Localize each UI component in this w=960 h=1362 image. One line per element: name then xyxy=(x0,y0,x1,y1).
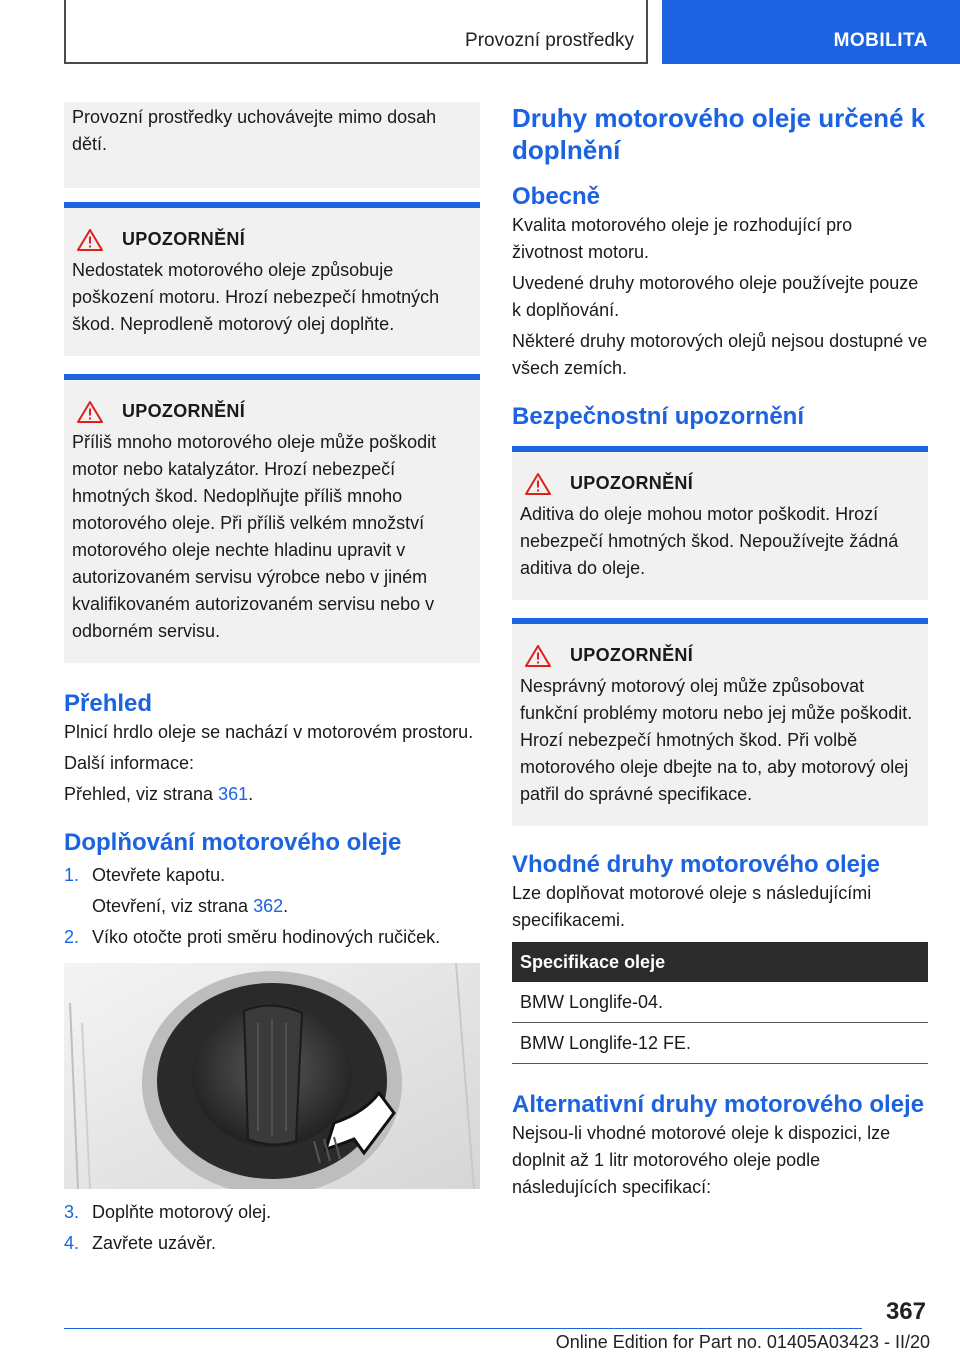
warning-box-3 xyxy=(512,446,928,600)
overview-paragraph: Plnicí hrdlo oleje se nachází v motorovém prostoru. xyxy=(64,722,474,742)
warning-title: UPOZORNĚNÍ xyxy=(122,229,246,249)
oil-filler-cap-photo xyxy=(64,963,480,1189)
general-paragraph-2: Uvedené druhy motorového oleje používejte pouze k doplňování. xyxy=(512,273,919,320)
step-item xyxy=(64,1230,480,1257)
step-item xyxy=(64,1199,480,1226)
warning-text: Nesprávný motorový olej může způsobovat funkční problémy motoru nebo jej může poškodit. Hrozí nebezpečí hmotných škod. Při volbě motorového oleje dbejte na to, aby motorový olej patřil do správné specifikace. xyxy=(520,676,913,804)
general-paragraph-3: Některé druhy motorových olejů nejsou dostupné ve všech zemích. xyxy=(512,331,928,378)
footer-edition: Online Edition for Part no. 01405A03423 - II/20 xyxy=(555,1332,930,1352)
refill-heading: Doplňování motorového oleje xyxy=(64,829,402,856)
header-title: Provozní prostředky xyxy=(465,30,634,51)
oil-spec-table xyxy=(512,942,928,1064)
warning-text: Příliš mnoho motorového oleje může poškodit motor nebo katalyzátor. Hrozí nebezpečí hmotných škod. Nedoplňujte příliš mnoho motorového oleje. Při příliš velkém množství motorového oleje nechte hladinu upravit v autorizovaném servisu výrobce nebo v jiném kvalifikovaném autorizovaném servisu nebo v odborném servisu. xyxy=(72,432,437,641)
warning-box-4 xyxy=(512,618,928,826)
intro-note-text: Provozní prostředky uchovávejte mimo dosah dětí. xyxy=(72,107,437,154)
warning-box-2 xyxy=(64,374,480,663)
warning-box-1 xyxy=(64,202,480,356)
overview-reference xyxy=(64,781,480,808)
step-number: 1. xyxy=(64,865,80,885)
reference-dot: . xyxy=(283,896,289,916)
table-cell: BMW Longlife-12 FE. xyxy=(512,1023,928,1064)
warning-title: UPOZORNĚNÍ xyxy=(570,645,694,665)
warning-triangle-icon xyxy=(524,644,552,668)
header-section-tab xyxy=(662,0,960,64)
overview-heading: Přehled xyxy=(64,690,153,717)
reference-text: Otevření, viz strana xyxy=(92,896,254,916)
step-number: 4. xyxy=(64,1233,80,1253)
step-item xyxy=(64,924,480,951)
refill-steps-continued xyxy=(64,1199,480,1257)
refill-steps xyxy=(64,862,480,951)
table-row xyxy=(512,982,928,1023)
page-link-362[interactable]: 362 xyxy=(253,896,284,916)
oil-types-heading: Druhy motorového oleje určené k doplnění xyxy=(512,103,926,165)
page-header xyxy=(0,0,960,66)
general-paragraph-1: Kvalita motorového oleje je rozhodující pro životnost motoru. xyxy=(512,215,853,262)
intro-note xyxy=(64,102,480,188)
warning-triangle-icon xyxy=(76,228,104,252)
page-number: 367 xyxy=(885,1298,926,1325)
safety-heading: Bezpečnostní upozornění xyxy=(512,403,805,430)
step-number: 3. xyxy=(64,1202,80,1222)
step-text: Doplňte motorový olej. xyxy=(92,1202,272,1222)
overview-more-info: Další informace: xyxy=(64,753,195,773)
warning-triangle-icon xyxy=(76,400,104,424)
step-sub-reference xyxy=(64,893,480,920)
warning-title: UPOZORNĚNÍ xyxy=(570,473,694,493)
header-section-label: MOBILITA xyxy=(833,30,928,51)
table-header: Specifikace oleje xyxy=(512,942,928,982)
warning-text: Aditiva do oleje mohou motor poškodit. Hrozí nebezpečí hmotných škod. Nepoužívejte žádná aditiva do oleje. xyxy=(520,504,899,578)
warning-text: Nedostatek motorového oleje způsobuje poškození motoru. Hrozí nebezpečí hmotných škod. Neprodleně motorový olej doplňte. xyxy=(72,260,440,334)
suitable-oil-paragraph: Lze doplňovat motorové oleje s následujícími specifikacemi. xyxy=(512,883,872,930)
step-text: Zavřete uzávěr. xyxy=(92,1233,217,1253)
table-row xyxy=(512,1023,928,1064)
step-item xyxy=(64,862,480,889)
step-number: 2. xyxy=(64,927,80,947)
suitable-oil-heading: Vhodné druhy motorového oleje xyxy=(512,851,881,878)
general-heading: Obecně xyxy=(512,183,601,210)
step-text: Víko otočte proti směru hodinových ručiček. xyxy=(92,927,441,947)
warning-triangle-icon xyxy=(524,472,552,496)
footer-divider xyxy=(64,1328,862,1329)
warning-title: UPOZORNĚNÍ xyxy=(122,401,246,421)
alternative-oil-heading: Alternativní druhy motorového oleje xyxy=(512,1091,925,1118)
alternative-oil-paragraph: Nejsou-li vhodné motorové oleje k dispozici, lze doplnit až 1 litr motorového oleje podle následujících specifikací: xyxy=(512,1123,891,1197)
right-column xyxy=(512,102,928,1205)
table-cell: BMW Longlife-04. xyxy=(512,982,928,1023)
header-title-box xyxy=(64,0,648,64)
reference-dot: . xyxy=(248,784,254,804)
left-column xyxy=(64,102,480,1261)
step-text: Otevřete kapotu. xyxy=(92,865,226,885)
page-link-361[interactable]: 361 xyxy=(218,784,249,804)
reference-text: Přehled, viz strana xyxy=(64,784,219,804)
